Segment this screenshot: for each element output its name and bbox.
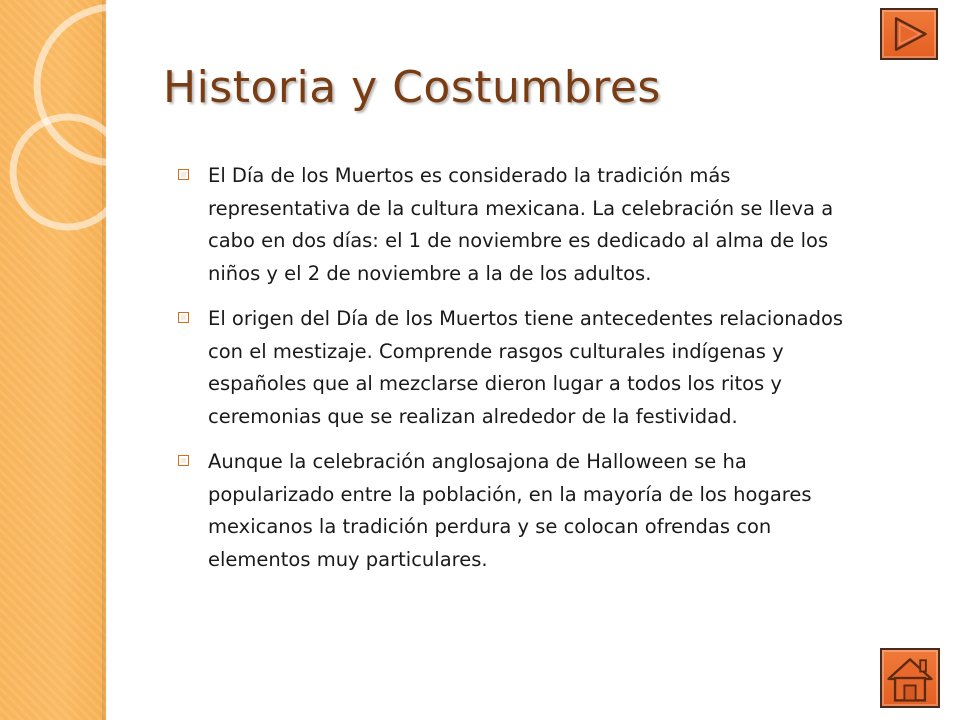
bullet-text: El Día de los Muertos es considerado la tradición más representativa de la cultura mexicana. La celebración se lleva a cabo en dos días: el 1 de noviembre es dedicado al alma de los niños y el 2 de noviembre a la de los adultos.	[208, 164, 834, 285]
bullet-text: El origen del Día de los Muertos tiene antecedentes relacionados con el mestizaje. Comprende rasgos culturales indígenas y españoles que al mezclarse dieron lugar a todos los ritos y ceremonias que se realizan alrededor de la festividad.	[208, 307, 844, 428]
square-bullet-icon	[178, 169, 189, 180]
next-slide-button[interactable]	[880, 8, 938, 60]
bullet-item	[178, 446, 858, 576]
slide-title: Historia y Costumbres	[163, 62, 661, 113]
home-icon	[882, 650, 938, 706]
circle-ornament	[0, 0, 200, 300]
bullet-list	[178, 160, 858, 589]
bullet-text: Aunque la celebración anglosajona de Halloween se ha popularizado entre la población, en la mayoría de los hogares mexicanos la tradición perdura y se colocan ofrendas con elementos muy particulares.	[208, 450, 812, 571]
bullet-item	[178, 160, 858, 290]
play-arrow-icon	[882, 10, 936, 58]
bullet-item	[178, 303, 858, 433]
home-button[interactable]	[880, 648, 940, 708]
square-bullet-icon	[178, 312, 189, 323]
square-bullet-icon	[178, 455, 189, 466]
